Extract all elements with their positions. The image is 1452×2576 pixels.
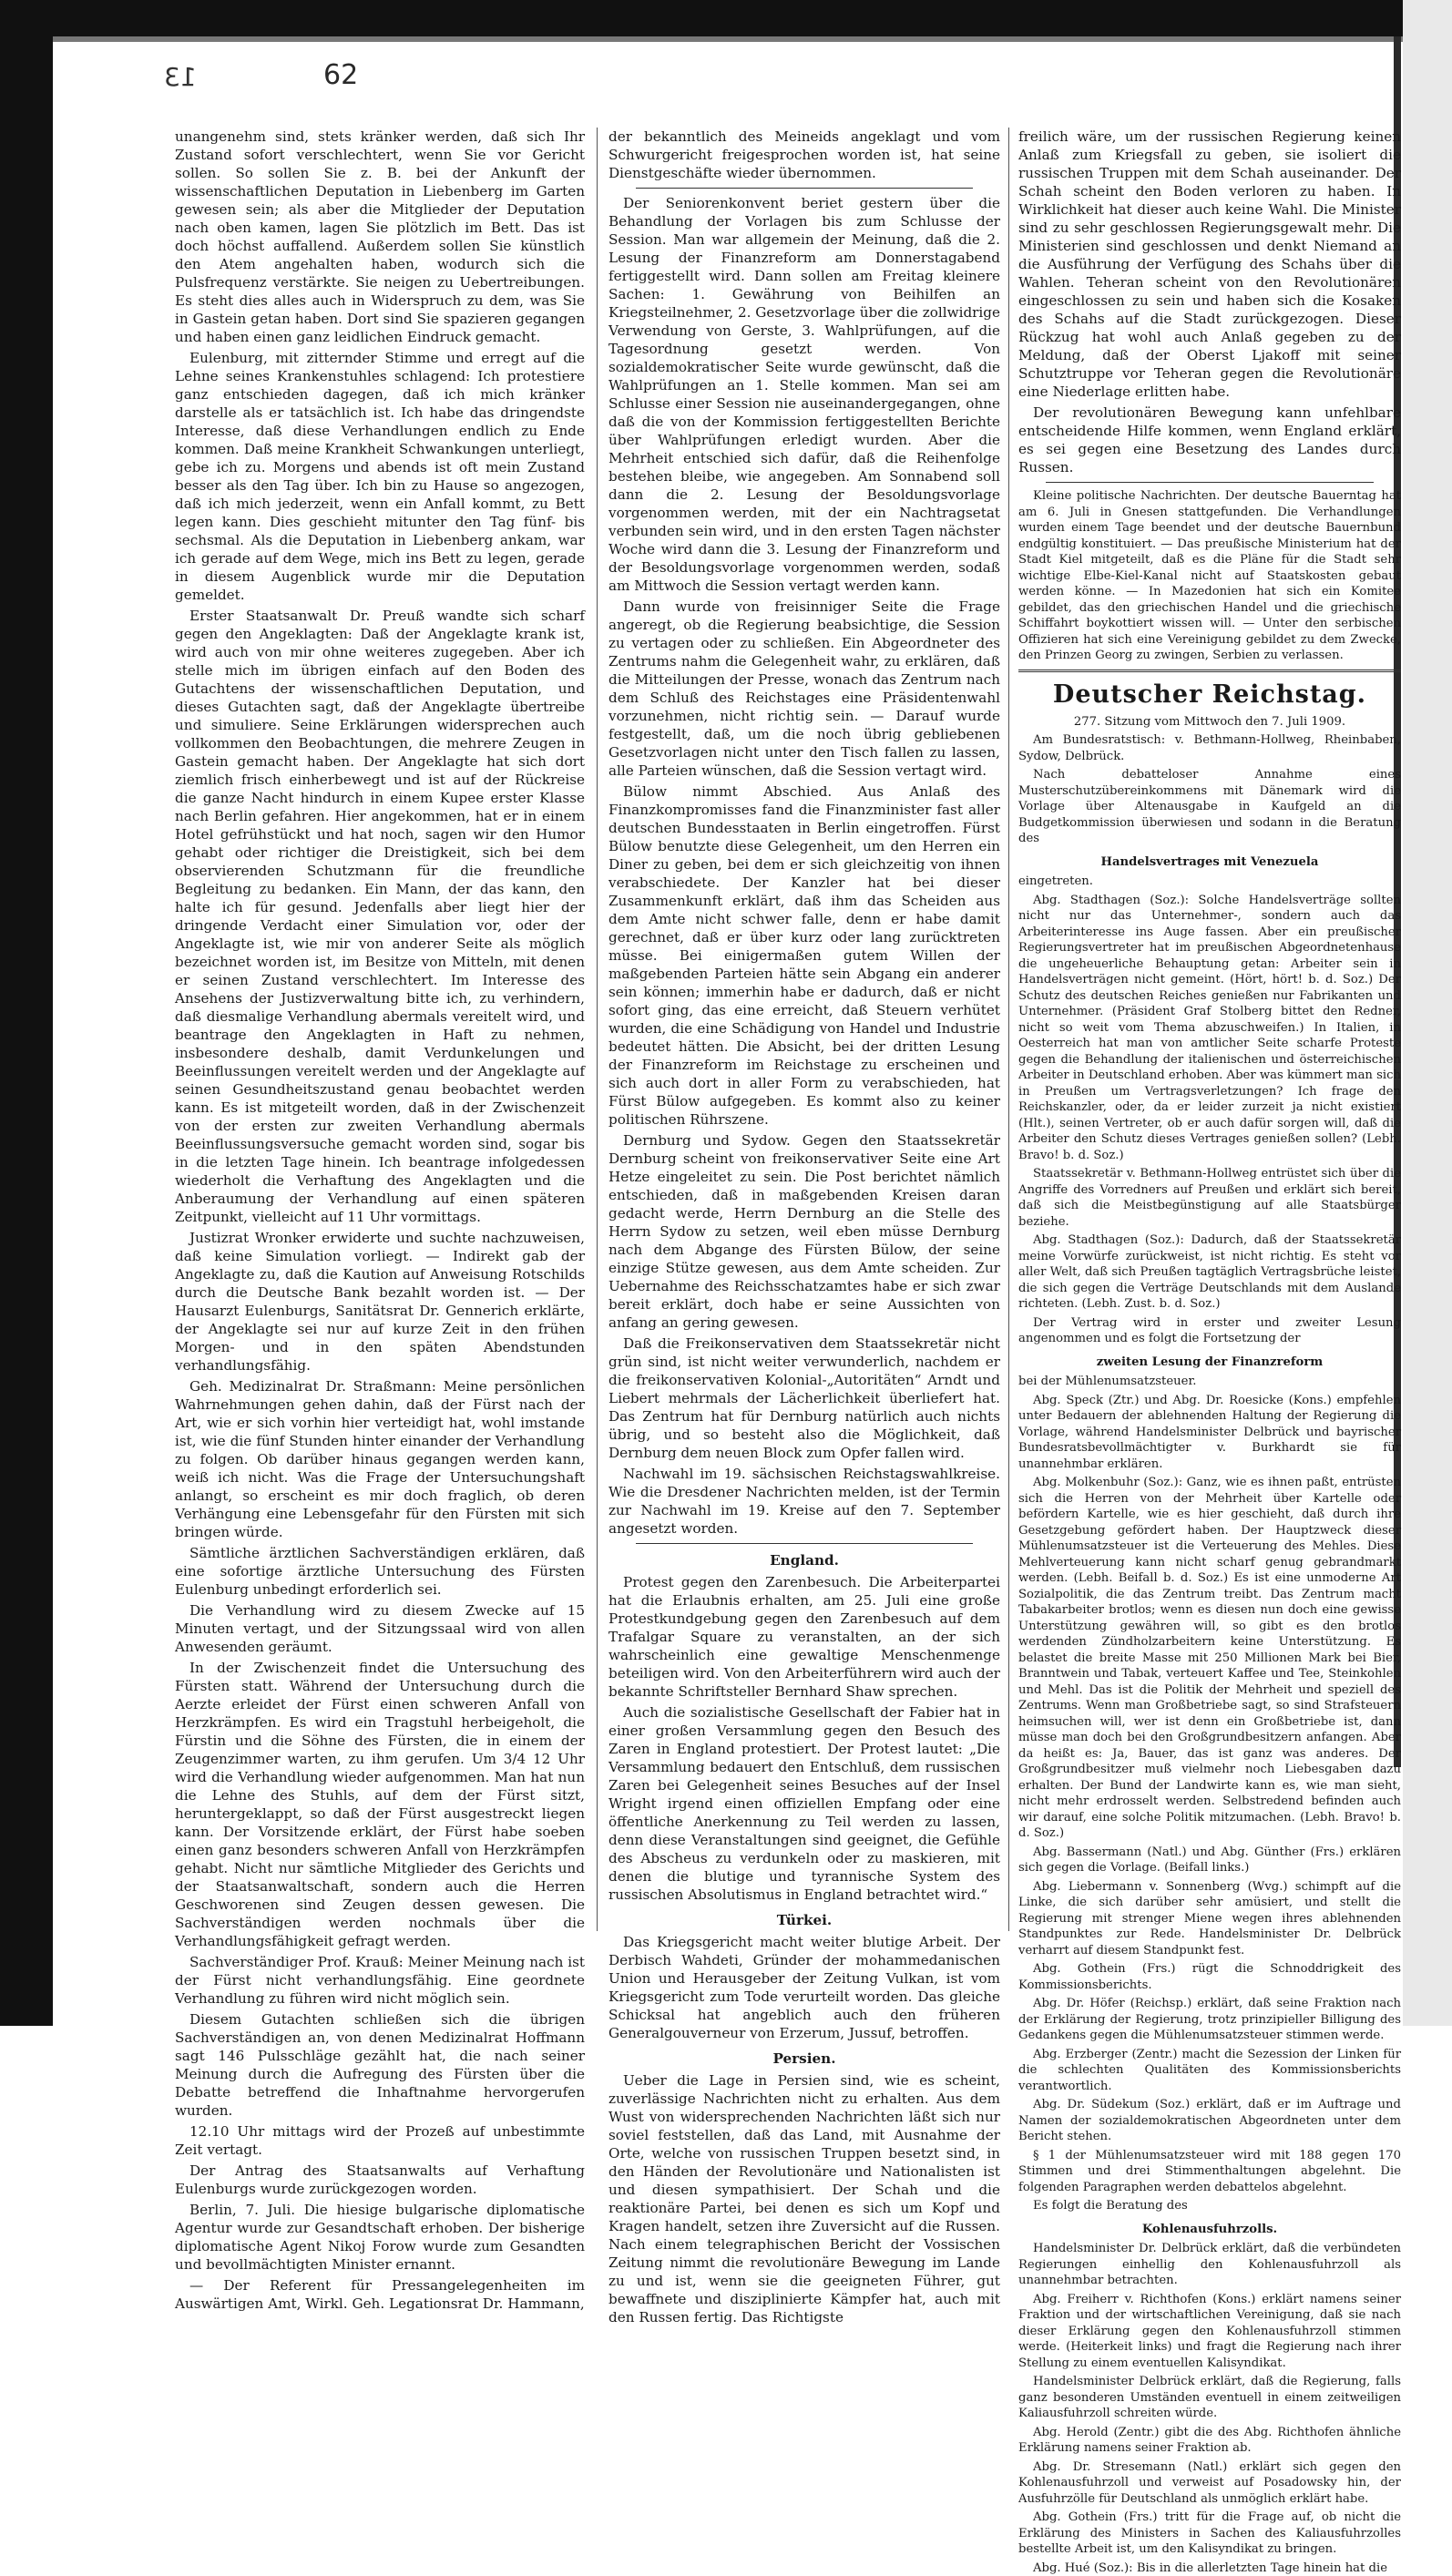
paragraph: Handelsminister Dr. Delbrück erklärt, daß die verbündeten Regierungen einhellig den Kohlenausfuhrzoll als unannehmbar betrachten. — [1018, 2241, 1401, 2289]
section-heading-reichstag: Deutscher Reichstag. — [1018, 680, 1401, 710]
paragraph: Abg. Hué (Soz.): Bis in die allerletzten Tage hinein hat die — [1018, 2561, 1401, 2576]
paragraph: bei der Mühlenumsatzsteuer. — [1018, 1374, 1401, 1390]
paragraph: Geh. Medizinalrat Dr. Straßmann: Meine persönlichen Wahrnehmungen gehen dahin, daß der Fürst nach der Art, wie er sich vorhin hier verteidigt hat, wohl imstande ist, wie die fünf Stunden hinter einander der Verhandlung zu folgen. Ob darüber hinaus gegangen werden kann, weiß ich nicht. Was die Frage der Untersuchungshaft anlangt, so erscheint es mir doch fraglich, ob deren Verhängung eine Lebensgefahr für den Fürsten mit sich bringen würde. — [175, 1377, 585, 1541]
divider — [636, 1543, 973, 1544]
paragraph: Diesem Gutachten schließen sich die übrigen Sachverständigen an, von denen Medizinalrat Hoffmann sagt 146 Pulsschläge gezählt hat, die nach seiner Meinung durch die Aufregung des Fürsten über die Debatte betreffend die Inhaftnahme hervorgerufen wurden. — [175, 2010, 585, 2120]
paragraph: Dann wurde von freisinniger Seite die Frage angeregt, ob die Regierung beabsichtige, die Session zu vertagen oder zu schließen. Ein Abgeordneter des Zentrums nahm die Gelegenheit wahr, zu erklären, daß die Mitteilungen der Presse, wonach das Zentrum nach dem Schluß des Reichstages eine Präsidentenwahl vorzunehmen, nicht richtig sein. — Darauf wurde festgestellt, daß, um die noch übrig gebliebenen Gesetzvorlagen nicht unter den Tisch fallen zu lassen, alle Parteien wünschen, daß die Session vertagt wird. — [608, 598, 1000, 780]
paragraph: Nach debatteloser Annahme eines Musterschutzübereinkommens mit Dänemark wird die Vorlage über Altenausgabe in Kaufgeld an die Budgetkommission überwiesen und sodann in die Beratung des — [1018, 767, 1401, 847]
paragraph: Abg. Herold (Zentr.) gibt die des Abg. Richthofen ähnliche Erklärung namens seiner Fraktion ab. — [1018, 2425, 1401, 2457]
column-rule-2 — [1008, 128, 1009, 1931]
paragraph: Abg. Liebermann v. Sonnenberg (Wvg.) schimpft auf die Linke, die sich darüber sehr amüsiert, und stellt die Regierung mit strenger Miene wegen ihres ablehnenden Standpunktes zur Rede. Handelsminister Dr. Delbrück verharrt auf diesem Standpunkt fest. — [1018, 1879, 1401, 1959]
paragraph: Abg. Dr. Stresemann (Natl.) erklärt sich gegen den Kohlenausfuhrzoll und verweist auf Posadowsky hin, der Ausfuhrzölle für Deutschland als unmöglich erklärt habe. — [1018, 2459, 1401, 2508]
paragraph: unangenehm sind, stets kränker werden, daß sich Ihr Zustand sofort verschlechtert, wenn Sie vor Gericht sollen. So sollen Sie z. B. bei der Ankunft der wissenschaftlichen Deputation in Liebenberg im Garten gewesen sein; als aber die Mitglieder der Deputation nach oben kamen, lagen Sie plötzlich im Bett. Das ist doch höchst auffallend. Außerdem sollen Sie künstlich den Atem angehalten haben, wodurch sich die Pulsfrequenz verstärkte. Sie neigen zu Uebertreibungen. Es steht dies alles auch in Widerspruch zu dem, was Sie in Gastein getan haben. Dort sind Sie spazieren gegangen und haben einen ganz leidlichen Eindruck gemacht. — [175, 128, 585, 346]
paragraph: Berlin, 7. Juli. Die hiesige bulgarische diplomatische Agentur wurde zur Gesandtschaft erhoben. Der bisherige diplomatische Agent Nikoj Forow wurde zum Gesandten und bevollmächtigten Minister ernannt. — [175, 2201, 585, 2274]
paragraph: 12.10 Uhr mittags wird der Prozeß auf unbestimmte Zeit vertagt. — [175, 2122, 585, 2159]
paragraph: Die Verhandlung wird zu diesem Zwecke auf 15 Minuten vertagt, und der Sitzungssaal wird von allen Anwesenden geräumt. — [175, 1601, 585, 1656]
divider — [1046, 482, 1374, 483]
subheading-kohlenausfuhrzoll: Kohlenausfuhrzolls. — [1018, 2222, 1401, 2238]
section-heading-tuerkei: Türkei. — [608, 1911, 1000, 1929]
scan-right-margin — [1403, 0, 1452, 2026]
paragraph: Der Antrag des Staatsanwalts auf Verhaftung Eulenburgs wurde zurückgezogen worden. — [175, 2162, 585, 2198]
paragraph: Sachverständiger Prof. Krauß: Meiner Meinung nach ist der Fürst nicht verhandlungsfähig. Eine geordnete Verhandlung zu führen wird nicht möglich sein. — [175, 1953, 585, 2008]
column-1 — [175, 128, 585, 1940]
paragraph: Bülow nimmt Abschied. Aus Anlaß des Finanzkompromisses fand die Finanzminister fast aller deutschen Bundesstaaten in Berlin eingetroffen. Fürst Bülow benutzte diese Gelegenheit, um den Herren ein Diner zu geben, bei dem er sich gleichzeitig von ihnen verabschiedete. Der Kanzler hat bei dieser Zusammenkunft erklärt, daß ihm das Scheiden aus dem Amte nicht schwer falle, denn er habe damit gerechnet, daß er über kurz oder lang zurücktreten müsse. Bei einigermaßen gutem Willen der maßgebenden Parteien hätte sein Abgang ein anderer sein können; immerhin habe er dadurch, daß er nicht sofort ging, das eine erreicht, daß Steuern verhütet wurden, die eine Schädigung von Handel und Industrie bedeutet hätten. Die Absicht, bei der dritten Lesung der Finanzreform im Reichstage zu erscheinen und sich auch dort in aller Form zu verabschieden, hat Fürst Bülow aufgegeben. Es kommt also zu keiner politischen Rührszene. — [608, 782, 1000, 1129]
paragraph: Das Kriegsgericht macht weiter blutige Arbeit. Der Derbisch Wahdeti, Gründer der mohammedanischen Union und Herausgeber der Zeitung Vulkan, ist vom Kriegsgericht zum Tode verurteilt worden. Das gleiche Schicksal hat angeblich auch den früheren Generalgouverneur von Erzerum, Jussuf, betroffen. — [608, 1933, 1000, 2042]
paragraph: Erster Staatsanwalt Dr. Preuß wandte sich scharf gegen den Angeklagten: Daß der Angeklagte krank ist, wird auch von mir ohne weiteres zugegeben. Aber ich stelle mich im übrigen einfach auf den Boden des Gutachtens der wissenschaftlichen Deputation, und dieses Gutachten sagt, daß der Angeklagte übertreibe und simuliere. Seine Erklärungen widersprechen auch vollkommen den Beobachtungen, die mehrere Zeugen in Gastein gemacht haben. Der Angeklagte hat sich dort ziemlich frisch einherbewegt und ist auf der Rückreise die ganze Nacht hindurch in einem Kupee erster Klasse nach Berlin gefahren. Hier angekommen, hat er in einem Hotel gefrühstückt und hat noch, sagen wir den Humor gehabt oder richtiger die Dreistigkeit, sich bei dem observierenden Schutzmann für die freundliche Begleitung zu bedanken. Ein Mann, der das kann, den halte ich für gesund. Jedenfalls aber liegt hier der dringende Verdacht einer Simulation vor, oder der Angeklagte ist, wie mir von anderer Seite als möglich bezeichnet worden ist, im Besitze von Mitteln, mit denen er seinen Zustand verschlechtert. Im Interesse des Ansehens der Justizverwaltung bitte ich, zu verhindern, daß diesmalige Verhandlung abermals vereitelt wird, und beantrage den Angeklagten in Haft zu nehmen, insbesondere deshalb, damit Verdunkelungen und Beeinflussungen vereitelt werden und der Angeklagte auf seinen Gesundheitszustand genau beobachtet werden kann. Es ist mitgeteilt worden, daß in der Zwischenzeit von der ersten zur zweiten Verhandlung abermals Beeinflussungsversuche gemacht worden sind, sogar bis in die letzten Tage hinein. Ich beantrage infolgedessen wiederholt die Verhaftung des Angeklagten und die Anberaumung der Verhandlung auf einen späteren Zeitpunkt, vielleicht auf 11 Uhr vormittags. — [175, 607, 585, 1226]
paragraph: Ueber die Lage in Persien sind, wie es scheint, zuverlässige Nachrichten nicht zu erhalten. Aus dem Wust von widersprechenden Nachrichten läßt sich nur soviel feststellen, daß das Land, mit Ausnahme der Orte, welche von russischen Truppen besetzt sind, in den Händen der Revolutionäre und Nationalisten ist und diesen sympathisiert. Der Schah und die reaktionäre Partei, bei denen es sich um Kopf und Kragen handelt, setzen ihre Zuversicht auf die Russen. Nach einem telegraphischen Bericht der Vossischen Zeitung nimmt die revolutionäre Bewegung im Lande zu und ist, wenn sie die geeigneten Führer, gut bewaffnete und disziplinierte Kämpfer hat, auch mit den Russen fertig. Das Richtigste — [608, 2071, 1000, 2326]
paragraph: § 1 der Mühlenumsatzsteuer wird mit 188 gegen 170 Stimmen und drei Stimmenthaltungen abgelehnt. Die folgenden Paragraphen werden debattelos abgelehnt. — [1018, 2148, 1401, 2196]
paragraph: freilich wäre, um der russischen Regierung keinen Anlaß zum Kriegsfall zu geben, sie isoliert die russischen Truppen mit dem Schah auseinander. Der Schah scheint den Boden verloren zu haben. In Wirklichkeit hat dieser auch keine Wahl. Die Minister sind zu sehr geschlossen Regierungsgewalt mehr. Die Ministerien sind geschlossen und denkt Niemand an die Ausführung der Verfügung des Schahs über die Wahlen. Teheran scheint von den Revolutionären eingeschlossen zu sein und haben sich die Kosaken des Schahs auf die Stadt zurückgezogen. Dieser Rückzug hat wohl auch Anlaß gegeben zu der Meldung, daß der Oberst Ljakoff mit seiner Schutztruppe vor Teheran gegen die Revolutionäre eine Niederlage erlitten habe. — [1018, 128, 1401, 401]
paragraph: Daß die Freikonservativen dem Staatssekretär nicht grün sind, ist nicht weiter verwunderlich, nachdem er die freikonservativen Kolonial-„Autoritäten“ Arndt und Liebert mehrmals der Lächerlichkeit überliefert hat. Das Zentrum hat für Dernburg natürlich auch nichts übrig, und so besteht also die Möglichkeit, daß Dernburg dem neuen Block zum Opfer fallen wird. — [608, 1334, 1000, 1462]
paragraph: Es folgt die Beratung des — [1018, 2198, 1401, 2214]
paragraph: Protest gegen den Zarenbesuch. Die Arbeiterpartei hat die Erlaubnis erhalten, am 25. Juli eine große Protestkundgebung gegen den Zarenbesuch auf dem Trafalgar Square zu veranstalten, an der sich wahrscheinlich eine gewaltige Menschenmenge beteiligen wird. Von den Arbeiterführern wird auch der bekannte Schriftsteller Bernhard Shaw sprechen. — [608, 1573, 1000, 1701]
paragraph: eingetreten. — [1018, 874, 1401, 890]
paragraph: Kleine politische Nachrichten. Der deutsche Bauerntag hat am 6. Juli in Gnesen stattgefunden. Die Verhandlungen wurden einem Tage beendet und der deutsche Bauernbund endgültig konstituiert. — Das preußische Ministerium hat der Stadt Kiel mitgeteilt, daß es die Pläne für die Stadt sehr wichtige Elbe-Kiel-Kanal nicht auf Staatskosten gebaut werden könne. — In Mazedonien hat sich ein Komitee gebildet, das den griechischen Handel und die griechische Schiffahrt boykottiert wissen will. — Unter den serbischen Offizieren hat sich eine Vereinigung gebildet zu dem Zwecke, den Prinzen Georg zu zwingen, Serbien zu verlassen. — [1018, 488, 1401, 664]
paragraph: Eulenburg, mit zitternder Stimme und erregt auf die Lehne seines Krankenstuhles schlagend: Ich protestiere ganz entschieden dagegen, daß ich mich kränker darstelle als er tatsächlich ist. Ich habe das dringendste Interesse, daß diese Verhandlungen endlich zu Ende kommen. Daß meine Krankheit Schwankungen unterliegt, gebe ich zu. Morgens und abends ist oft mein Zustand besser als den Tag über. Ich bin zu Hause so angezogen, daß ich mich jederzeit, wenn ein Anfall kommt, zu Bett legen kann. Dies geschieht mitunter den Tag fünf- bis sechsmal. Als die Deputation in Liebenberg ankam, war ich gerade auf dem Wege, mich ins Bett zu legen, gerade in diesem Augenblick wurde mir die Deputation gemeldet. — [175, 349, 585, 604]
paragraph: Abg. Dr. Südekum (Soz.) erklärt, daß er im Auftrage und Namen der sozialdemokratischen Abgeordneten unter dem Bericht stehen. — [1018, 2097, 1401, 2145]
paragraph: Abg. Speck (Ztr.) und Abg. Dr. Roesicke (Kons.) empfehlen unter Bedauern der ablehnenden Haltung der Regierung die Vorlage, während Handelsminister Delbrück und bayrischer Bundesratsbevollmächtigter v. Burkhardt sie für unannehmbar erklären. — [1018, 1393, 1401, 1473]
paragraph: Am Bundesratstisch: v. Bethmann-Hollweg, Rheinbaben, Sydow, Delbrück. — [1018, 732, 1401, 764]
column-2 — [608, 128, 1000, 1940]
paragraph: Der Seniorenkonvent beriet gestern über die Behandlung der Vorlagen bis zum Schlusse der Session. Man war allgemein der Meinung, daß die 2. Lesung der Finanzreform am Donnerstagabend fertiggestellt wird. Dann sollen am Freitag kleinere Sachen: 1. Gewährung von Beihilfen an Kriegsteilnehmer, 2. Gesetzvorlage über die zollwidrige Verwendung von Gerste, 3. Wahlprüfungen, auf die Tagesordnung gesetzt werden. Von sozialdemokratischer Seite wurde gewünscht, daß die Wahlprüfungen an 1. Stelle kommen. Man sei am Schlusse einer Session nie auseinandergegangen, ohne daß die von der Kommission fertiggestellten Berichte über Wahlprüfungen erledigt wurden. Aber die Mehrheit entschied sich dafür, daß die Reihenfolge bestehen bleibe, wie angegeben. Am Sonnabend soll dann die 2. Lesung der Besoldungsvorlage vorgenommen werden, mit der ein Nachtragsetat verbunden sein wird, und in den ersten Tagen nächster Woche wird dann die 3. Lesung der Finanzreform und der Besoldungsvorlage vorgenommen werden, sodaß am Mittwoch die Session vertagt werden kann. — [608, 194, 1000, 595]
scan-top-shadow — [53, 36, 1403, 42]
scan-left-border — [0, 0, 53, 2026]
scan-top-border — [53, 0, 1403, 36]
paragraph: Justizrat Wronker erwiderte und suchte nachzuweisen, daß keine Simulation vorliegt. — Indirekt gab der Angeklagte zu, daß die Kaution auf Anweisung Rotschilds durch die Deutsche Bank bezahlt worden ist. — Der Hausarzt Eulenburgs, Sanitätsrat Dr. Gennerich erklärte, der Angeklagte sei nur auf kurze Zeit in den frühen Morgen- und in den späten Abendstunden verhandlungsfähig. — [175, 1229, 585, 1375]
paragraph: Abg. Stadthagen (Soz.): Solche Handelsverträge sollten nicht nur das Unternehmer-, sondern auch das Arbeiterinteresse ins Auge fassen. Aber ein preußischer Regierungsvertreter hat im preußischen Abgeordnetenhause die ungeheuerliche Behauptung getan: Arbeiter sein in Handelsverträgen nicht gemeint. (Hört, hört! b. d. Soz.) Der Schutz des deutschen Reiches genießen nur Fabrikanten und Unternehmer. (Präsident Graf Stolberg bittet den Redner, nicht so weit vom Thema abzuschweifen.) In Italien, in Oesterreich hat man von amtlicher Seite scharfe Proteste gegen die Behandlung der italienischen und österreichischen Arbeiter in Deutschland erhoben. Aber was kümmert man sich in Preußen um Vertragsverletzungen? Ich frage den Reichskanzler, oder, da er leider zurzeit ja nicht existiert (Hlt.), seinen Vertreter, ob er auch dafür sorgen will, daß die Arbeiter den Schutz dieses Vertrages genießen sollen? (Lebh. Bravo! b. d. Soz.) — [1018, 893, 1401, 1164]
page-number: 62 — [323, 59, 358, 91]
paragraph: Abg. Gothein (Frs.) rügt die Schnoddrigkeit des Kommissionsberichts. — [1018, 1961, 1401, 1993]
paragraph: Abg. Bassermann (Natl.) und Abg. Günther (Frs.) erklären sich gegen die Vorlage. (Beifall links.) — [1018, 1845, 1401, 1876]
subheading-venezuela: Handelsvertrages mit Venezuela — [1018, 854, 1401, 871]
divider — [1018, 670, 1401, 672]
divider — [636, 188, 973, 189]
paragraph: In der Zwischenzeit findet die Untersuchung des Fürsten statt. Während der Untersuchung durch die Aerzte erleidet der Fürst einen schweren Anfall von Herzkrämpfen. Es wird ein Tragstuhl herbeigeholt, die Fürstin und die Söhne des Fürsten, die in einem der Zeugenzimmer warten, zu ihm gerufen. Um 3/4 12 Uhr wird die Verhandlung wieder aufgenommen. Man hat nun die Lehne des Stuhls, auf dem der Fürst sitzt, heruntergeklappt, so daß der Fürst ausgestreckt liegen kann. Der Vorsitzende erklärt, der Fürst habe soeben einen ganz besonders schweren Anfall von Herzkrämpfen gehabt. Nicht nur sämtliche Mitglieder des Gerichts und der Staatsanwaltschaft, sondern auch die Herren Geschworenen sind Zeugen dessen gewesen. Die Sachverständigen werden nochmals über die Verhandlungsfähigkeit gefragt werden. — [175, 1659, 585, 1950]
paragraph: Abg. Stadthagen (Soz.): Dadurch, daß der Staatssekretär meine Vorwürfe zurückweist, ist nicht richtig. Es steht vor aller Welt, daß sich Preußen tagtäglich Vertragsbrüche leistet, die sich gegen die Verträge Deutschlands mit dem Auslande richteten. (Lebh. Zust. b. d. Soz.) — [1018, 1232, 1401, 1313]
paragraph: Dernburg und Sydow. Gegen den Staatssekretär Dernburg scheint von freikonservativer Seite eine Art Hetze eingeleitet zu sein. Die Post berichtet nämlich entschieden, daß in maßgebenden Kreisen daran gedacht werde, Herrn Dernburg an die Stelle des Herrn Sydow zu setzen, weil eben müsse Dernburg nach dem Abgange des Fürsten Bülow, der seine einzige Stütze gewesen, aus dem Amte scheiden. Zur Uebernahme des Reichsschatzamtes habe er sich zwar bereit erklärt, doch habe er seine Aussichten von anfang an gering gewesen. — [608, 1131, 1000, 1332]
paragraph: Abg. Molkenbuhr (Soz.): Ganz, wie es ihnen paßt, entrüsten sich die Herren von der Mehrheit über Kartelle oder befördern Kartelle, wie es hier geschieht, daß durch ihre Gesetzgebung gefördert haben. Der Hauptzweck dieser Mühlenumsatzsteuer ist die Verteuerung des Mehles. Diese Mehlverteuerung kann nicht scharf genug gebrandmarkt werden. (Lebh. Beifall b. d. Soz.) Es ist eine unmoderne Art Sozialpolitik, die das Zentrum treibt. Das Zentrum macht Tabakarbeiter brotlos; wenn es diesen nun doch eine gewisse Unterstützung gewähren will, so gibt es den brotlos werdenden Zündholzarbeitern keine Unterstützung. Es belastet die breite Masse mit 250 Millionen Mark bei Bier, Branntwein und Tabak, verteuert Kaffee und Tee, Steinkohlen und Mehl. Das ist die Politik der Mehrheit und speziell des Zentrums. Wenn man Großbetriebe sagt, so sind Strafsteuern heimsuchen will, wer ist denn ein Großbetriebe ist, dann müsse man doch bei den Großgrundbesitzern anfangen. Aber da heißt es: Ja, Bauer, das ist ganz was anderes. Der Großgrundbesitzer muß vielmehr noch Liebesgaben dazu erhalten. Der Bund der Landwirte kann es, wie man sieht, nicht mehr erdrosselt werden. Selbstredend befinden auch wir darauf, eine solche Politik mitzumachen. (Lebh. Bravo! b. d. Soz.) — [1018, 1475, 1401, 1842]
column-3 — [1018, 128, 1401, 1940]
paragraph: Auch die sozialistische Gesellschaft der Fabier hat in einer großen Versammlung gegen den Besuch des Zaren in England protestiert. Der Protest lautet: „Die Versammlung bedauert den Entschluß, dem russischen Zaren bei Gelegenheit seines Besuches auf der Insel Wright irgend einen offiziellen Empfang oder eine öffentliche Anerkennung zu Teil werden zu lassen, denn diese Veranstaltungen sind geeignet, die Gefühle des Abscheus zu verdunkeln oder zu maskieren, mit denen die blutige und tyrannische System des russischen Absolutismus in England betrachtet wird.“ — [608, 1703, 1000, 1904]
paragraph: Nachwahl im 19. sächsischen Reichstagswahlkreise. Wie die Dresdener Nachrichten melden, ist der Termin zur Nachwahl im 19. Kreise auf den 7. September angesetzt worden. — [608, 1465, 1000, 1538]
session-line: 277. Sitzung vom Mittwoch den 7. Juli 1909. — [1018, 714, 1401, 731]
paragraph: Abg. Dr. Höfer (Reichsp.) erklärt, daß seine Fraktion nach der Erklärung der Regierung, trotz prinzipieller Billigung des Gedankens gegen die Mühlenumsatzsteuer stimmen werde. — [1018, 1996, 1401, 2044]
paragraph: Abg. Erzberger (Zentr.) macht die Sezession der Linken für die schlechten Qualitäten des Kommissionsberichts verantwortlich. — [1018, 2047, 1401, 2095]
section-heading-persien: Persien. — [608, 2050, 1000, 2068]
paragraph: Sämtliche ärztlichen Sachverständigen erklären, daß eine sofortige ärztliche Untersuchung des Fürsten Eulenburg unbedingt erforderlich sei. — [175, 1544, 585, 1599]
section-heading-england: England. — [608, 1551, 1000, 1569]
column-rule-1 — [597, 128, 598, 1931]
paragraph: Abg. Gothein (Frs.) tritt für die Frage auf, ob nicht die Erklärung des Ministers in Sachen des Kaliausfuhrzolles bestellte Arbeit ist, um den Kalisyndikat zu bringen. — [1018, 2510, 1401, 2558]
paragraph: der bekanntlich des Meineids angeklagt und vom Schwurgericht freigesprochen worden ist, hat seine Dienstgeschäfte wieder übernommen. — [608, 128, 1000, 182]
paragraph: Der revolutionären Bewegung kann unfehlbare entscheidende Hilfe kommen, wenn England erklärt, es sei gegen eine Besetzung des Landes durch Russen. — [1018, 404, 1401, 476]
corner-mark: 13 — [164, 62, 197, 92]
paragraph: Handelsminister Delbrück erklärt, daß die Regierung, falls ganz besonderen Umständen eventuell in einem zeitweiligen Kaliausfuhrzoll schreiten würde. — [1018, 2374, 1401, 2422]
paragraph: — Der Referent für Pressangelegenheiten im Auswärtigen Amt, Wirkl. Geh. Legationsrat Dr. Hammann, — [175, 2276, 585, 2313]
paragraph: Der Vertrag wird in erster und zweiter Lesung angenommen und es folgt die Fortsetzung der — [1018, 1315, 1401, 1347]
paragraph: Abg. Freiherr v. Richthofen (Kons.) erklärt namens seiner Fraktion und der wirtschaftlichen Vereinigung, daß sie nach dieser Erklärung gegen den Kohlenausfuhrzoll stimmen werde. (Heiterkeit links) und fragt die Regierung nach ihrer Stellung zu einem eventuellen Kalisyndikat. — [1018, 2292, 1401, 2372]
subheading-finanzreform: zweiten Lesung der Finanzreform — [1018, 1354, 1401, 1371]
paragraph: Staatssekretär v. Bethmann-Hollweg entrüstet sich über die Angriffe des Vorredners auf Preußen und erklärt sich bereit, daß sich die Meistbegünstigung auf alle Staatsbürger beziehe. — [1018, 1166, 1401, 1230]
